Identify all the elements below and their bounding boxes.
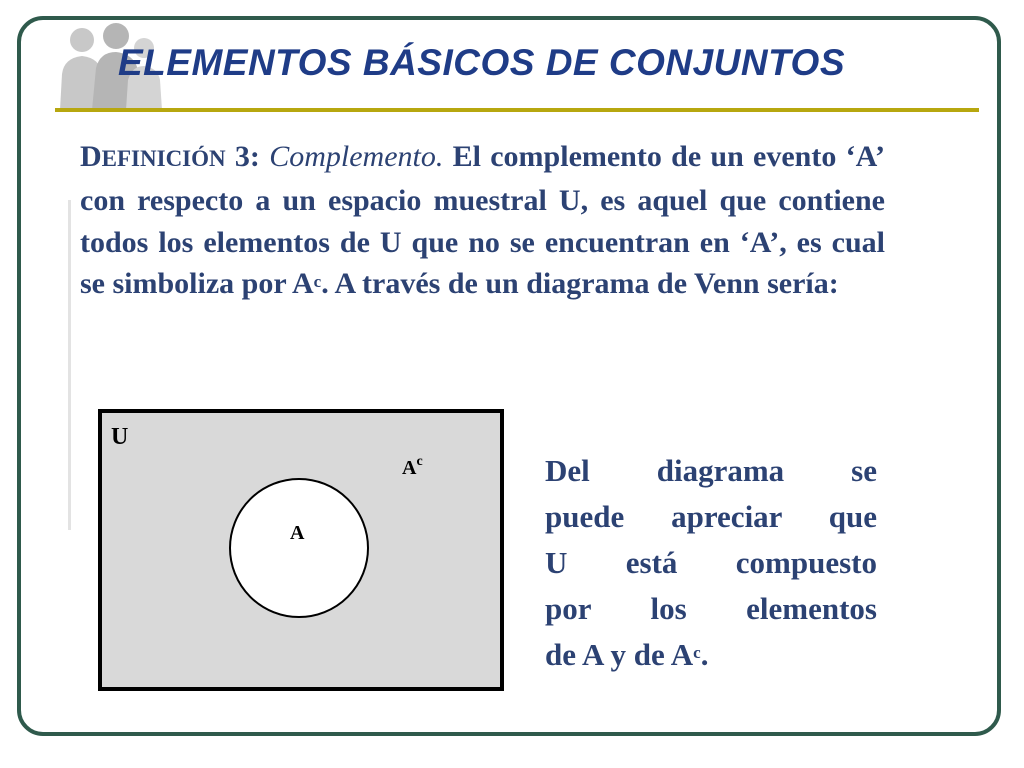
explanation-line: por los elementos [545,591,877,626]
definition-body-end: . A través de un diagrama de Venn sería: [321,267,839,301]
title-divider [55,108,979,112]
explanation-line: Del diagrama se [545,453,877,488]
set-a-label: A [290,522,305,544]
definition-body: El complemento de un evento ‘A’ con respecto a un espacio muestral U, es aquel que contiene todos los elementos de U que no se encuentran en ‘A’, es cual se simboliza por A [80,140,886,301]
complement-label: $A^c$ [402,454,423,479]
complement-superscript: c [313,272,322,292]
definition-paragraph: DEFINICIÓN 3: Complemento. El complemento de un evento ‘A’ con respecto a un espacio muestral U, es aquel que contiene todos los elementos de U que no se encuentran en ‘A’, es cual se simboliza por $A^c$. A través de un diagrama de Venn sería: [80,140,886,301]
definition-label: DEFINICIÓN [80,140,226,173]
universe-label: U [111,424,129,450]
explanation-line: de A y de $A^c$. [545,637,709,672]
explanation-paragraph [545,448,877,678]
slide-title: ELEMENTOS BÁSICOS DE CONJUNTOS [118,42,846,83]
venn-diagram [97,408,505,692]
definition-number: 3 [234,140,250,173]
explanation-line: puede apreciar que [545,499,877,534]
definition-term: Complemento. [269,140,444,173]
explanation-line: U está compuesto [545,545,877,580]
left-edge-artifact [68,200,71,530]
set-a-circle [230,479,368,617]
